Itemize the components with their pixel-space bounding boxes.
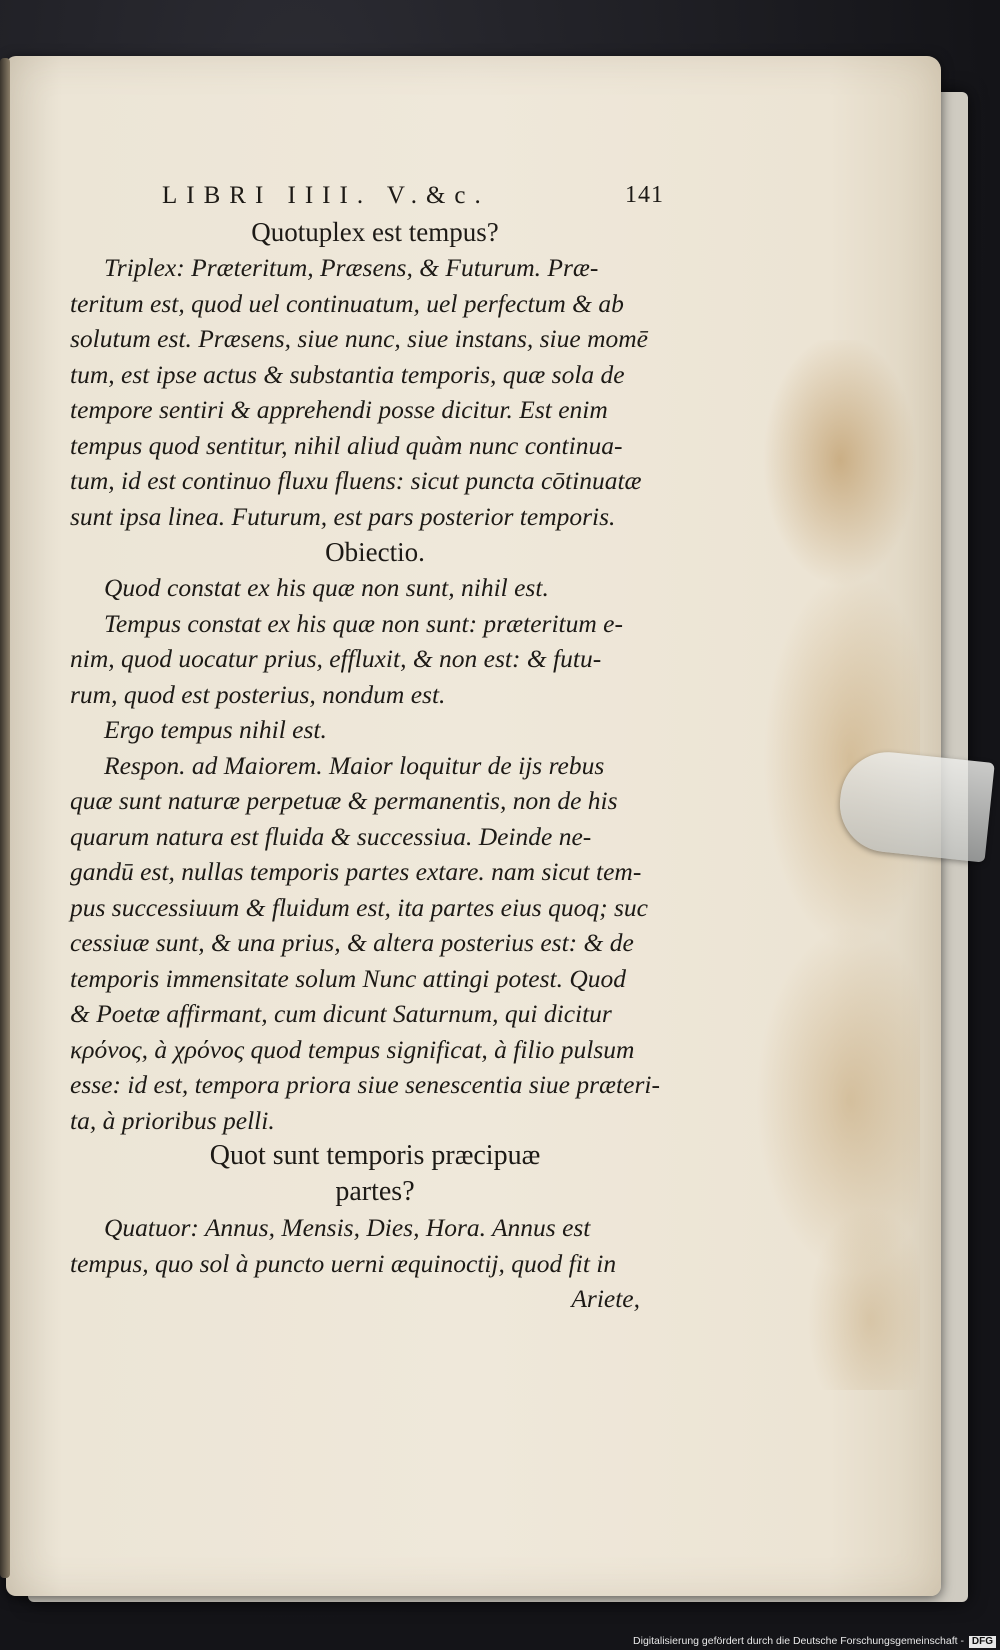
section-heading-partes-line2: partes? bbox=[335, 1176, 415, 1207]
digitization-credit bbox=[608, 1634, 996, 1648]
text-line: Quatuor: Annus, Mensis, Dies, Hora. Annus est bbox=[104, 1213, 591, 1242]
text-line: κρόνος, à χρόνος quod tempus significat, à filio pulsum bbox=[70, 1034, 635, 1064]
text-line: cessiuæ sunt, & una prius, & altera posterius est: & de bbox=[70, 928, 634, 957]
section-body-quotuplex bbox=[70, 250, 680, 534]
text-line: ta, à prioribus pelli. bbox=[70, 1105, 275, 1135]
credit-text: Digitalisierung gefördert durch die Deutsche Forschungsgemeinschaft - bbox=[633, 1635, 964, 1647]
text-line: Quod constat ex his quæ non sunt, nihil est. bbox=[104, 573, 549, 602]
text-line: tempus, quo sol à puncto uerni æquinoctij, quod fit in bbox=[70, 1248, 617, 1278]
text-line: tum, est ipse actus & substantia temporis, quæ sola de bbox=[70, 359, 625, 389]
text-line: & Poetæ affirmant, cum dicunt Saturnum, qui dicitur bbox=[70, 999, 612, 1028]
text-line: Respon. ad Maiorem. Maior loquitur de ijs rebus bbox=[104, 750, 605, 780]
text-line: Tempus constat ex his quæ non sunt: præteritum e- bbox=[104, 608, 623, 638]
dfg-logo: DFG bbox=[969, 1636, 996, 1648]
text-line: esse: id est, tempora priora siue senescentia siue præteri- bbox=[70, 1070, 660, 1099]
text-line: teritum est, quod uel continuatum, uel perfectum & ab bbox=[70, 288, 624, 318]
catchword: Ariete, bbox=[571, 1284, 640, 1313]
text-line: tempore sentiri & apprehendi posse dicitur. Est enim bbox=[70, 395, 608, 424]
text-line: tum, id est continuo fluxu fluens: sicut puncta cōtinuatæ bbox=[70, 466, 642, 495]
text-line: Triplex: Præteritum, Præsens, & Futurum. Præ- bbox=[104, 253, 599, 282]
running-head bbox=[70, 178, 680, 214]
page-number: 141 bbox=[625, 182, 664, 208]
section-body-partes bbox=[70, 1210, 680, 1317]
text-line: tempus quod sentitur, nihil aliud quàm nunc continua- bbox=[70, 430, 623, 460]
page-text bbox=[70, 178, 680, 1317]
section-heading-partes-line1: Quot sunt temporis præcipuæ bbox=[209, 1140, 541, 1171]
water-stain bbox=[700, 340, 920, 1390]
section-body-obiectio bbox=[70, 570, 680, 1138]
text-line: temporis immensitate solum Nunc attingi potest. Quod bbox=[70, 963, 627, 993]
text-line: pus successiuum & fluidum est, ita partes eius quoq; suc bbox=[70, 892, 648, 922]
text-line: solutum est. Præsens, siue nunc, siue instans, siue momē bbox=[70, 324, 648, 353]
text-line: quarum natura est fluida & successiua. Deinde ne- bbox=[70, 821, 592, 851]
text-line: Ergo tempus nihil est. bbox=[104, 715, 327, 744]
text-line: sunt ipsa linea. Futurum, est pars posterior temporis. bbox=[70, 501, 616, 531]
section-heading-obiectio: Obiectio. bbox=[325, 537, 425, 567]
text-line: gandū est, nullas temporis partes extare. nam sicut tem- bbox=[70, 857, 642, 886]
running-head-title: LIBRI IIII. V.&c. bbox=[162, 182, 490, 209]
text-line: quæ sunt naturæ perpetuæ & permanentis, non de his bbox=[70, 786, 618, 815]
book-spine-edge bbox=[0, 58, 10, 1578]
section-heading-quotuplex: Quotuplex est tempus? bbox=[251, 217, 499, 247]
text-line: nim, quod uocatur prius, effluxit, & non est: & futu- bbox=[70, 644, 602, 673]
text-line: rum, quod est posterius, nondum est. bbox=[70, 679, 446, 709]
